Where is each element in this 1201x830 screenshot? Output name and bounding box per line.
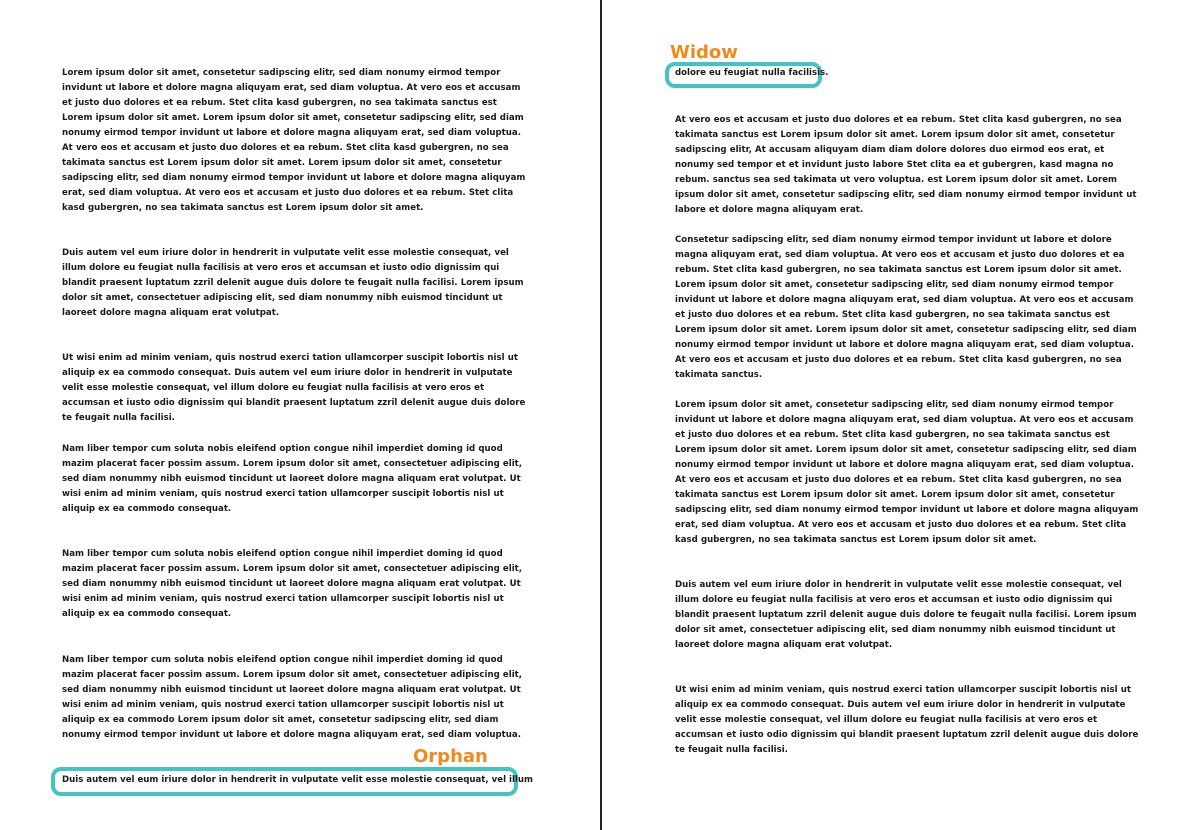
- left-paragraph-2: Duis autem vel eum iriure dolor in hendrerit in vulputate velit esse molestie consequat, vel illum dolore eu feugiat nulla facilisis at vero eros et accumsan et iusto odio dignissim qui blandit praesent luptatum zzril delenit augue duis dolore te feugait nulla facilisi. Lorem ipsum dolor sit amet, consectetuer adipiscing elit, sed diam nonummy nibh euismod tincidunt ut laoreet dolore magna aliquam erat volutpat.: [62, 248, 524, 318]
- right-paragraph-2: Consetetur sadipscing elitr, sed diam nonumy eirmod tempor invidunt ut labore et dolore magna aliquyam erat, sed diam voluptua. At vero eos et accusam et justo duo dolores et ea rebum. Stet clita kasd gubergren, no sea takimata sanctus est Lorem ipsum dolor sit amet. Lorem ipsum dolor sit amet, consetetur sadipscing elitr, sed diam nonumy eirmod tempor invidunt ut labore et dolore magna aliquyam erat, sed diam voluptua. At vero eos et accusam et justo duo dolores et ea rebum. Stet clita kasd gubergren, no sea takimata sanctus est Lorem ipsum dolor sit amet. Lorem ipsum dolor sit amet, consetetur sadipscing elitr, sed diam nonumy eirmod tempor invidunt ut labore et dolore magna aliquyam erat, sed diam voluptua. At vero eos et accusam et justo duo dolores et ea rebum. Stet clita kasd gubergren, no sea takimata sanctus.: [675, 235, 1137, 380]
- left-paragraph-6: Nam liber tempor cum soluta nobis eleifend option congue nihil imperdiet doming id quod mazim placerat facer possim assum. Lorem ipsum dolor sit amet, consectetuer adipiscing elit, sed diam nonummy nibh euismod tincidunt ut laoreet dolore magna aliquam erat volutpat. Ut wisi enim ad minim veniam, quis nostrud exerci tation ullamcorper suscipit lobortis nisl ut aliquip ex ea commodo Lorem ipsum dolor sit amet, consetetur sadipscing elitr, sed diam nonumy eirmod tempor invidunt ut labore et dolore magna aliquyam erat, sed diam voluptua.: [62, 655, 523, 740]
- right-paragraph-5: Ut wisi enim ad minim veniam, quis nostrud exerci tation ullamcorper suscipit lobortis nisl ut aliquip ex ea commodo consequat. Duis autem vel eum iriure dolor in hendrerit in vulputate velit esse molestie consequat, vel illum dolore eu feugiat nulla facilisis at vero eros et accumsan et iusto odio dignissim qui blandit praesent luptatum zzril delenit augue duis dolore te feugait nulla facilisi.: [675, 685, 1139, 755]
- left-paragraph-4: Nam liber tempor cum soluta nobis eleifend option congue nihil imperdiet doming id quod mazim placerat facer possim assum. Lorem ipsum dolor sit amet, consectetuer adipiscing elit, sed diam nonummy nibh euismod tincidunt ut laoreet dolore magna aliquam erat volutpat. Ut wisi enim ad minim veniam, quis nostrud exerci tation ullamcorper suscipit lobortis nisl ut aliquip ex ea commodo consequat.: [62, 444, 523, 514]
- orphan-line: Duis autem vel eum iriure dolor in hendrerit in vulputate velit esse molestie consequat, vel illum: [62, 775, 533, 785]
- left-paragraph-5: Nam liber tempor cum soluta nobis eleifend option congue nihil imperdiet doming id quod mazim placerat facer possim assum. Lorem ipsum dolor sit amet, consectetuer adipiscing elit, sed diam nonummy nibh euismod tincidunt ut laoreet dolore magna aliquam erat volutpat. Ut wisi enim ad minim veniam, quis nostrud exerci tation ullamcorper suscipit lobortis nisl ut aliquip ex ea commodo consequat.: [62, 549, 523, 619]
- widow-label: Widow: [670, 42, 738, 63]
- page-divider: [600, 0, 602, 830]
- right-paragraph-3: Lorem ipsum dolor sit amet, consetetur sadipscing elitr, sed diam nonumy eirmod tempor invidunt ut labore et dolore magna aliquyam erat, sed diam voluptua. At vero eos et accusam et justo duo dolores et ea rebum. Stet clita kasd gubergren, no sea takimata sanctus est Lorem ipsum dolor sit amet. Lorem ipsum dolor sit amet, consetetur sadipscing elitr, sed diam nonumy eirmod tempor invidunt ut labore et dolore magna aliquyam erat, sed diam voluptua. At vero eos et accusam et justo duo dolores et ea rebum. Stet clita kasd gubergren, no sea takimata sanctus est Lorem ipsum dolor sit amet. Lorem ipsum dolor sit amet, consetetur sadipscing elitr, sed diam nonumy eirmod tempor invidunt ut labore et dolore magna aliquyam erat, sed diam voluptua. At vero eos et accusam et justo duo dolores et ea rebum. Stet clita kasd gubergren, no sea takimata sanctus est Lorem ipsum dolor sit amet.: [675, 400, 1139, 545]
- right-paragraph-1: At vero eos et accusam et justo duo dolores et ea rebum. Stet clita kasd gubergren, no sea takimata sanctus est Lorem ipsum dolor sit amet. Lorem ipsum dolor sit amet, consetetur sadipscing elitr, At accusam aliquyam diam diam dolore dolores duo eirmod eos erat, et nonumy sed tempor et et invidunt justo labore Stet clita ea et gubergren, kasd magna no rebum. sanctus sea sed takimata ut vero voluptua. est Lorem ipsum dolor sit amet. Lorem ipsum dolor sit amet, consetetur sadipscing elitr, sed diam nonumy eirmod tempor invidunt ut labore et dolore magna aliquyam erat.: [675, 115, 1137, 215]
- right-paragraph-4: Duis autem vel eum iriure dolor in hendrerit in vulputate velit esse molestie consequat, vel illum dolore eu feugiat nulla facilisis at vero eros et accumsan et iusto odio dignissim qui blandit praesent luptatum zzril delenit augue duis dolore te feugait nulla facilisi. Lorem ipsum dolor sit amet, consectetuer adipiscing elit, sed diam nonummy nibh euismod tincidunt ut laoreet dolore magna aliquam erat volutpat.: [675, 580, 1137, 650]
- left-paragraph-3: Ut wisi enim ad minim veniam, quis nostrud exerci tation ullamcorper suscipit lobortis nisl ut aliquip ex ea commodo consequat. Duis autem vel eum iriure dolor in hendrerit in vulputate velit esse molestie consequat, vel illum dolore eu feugiat nulla facilisis at vero eros et accumsan et iusto odio dignissim qui blandit praesent luptatum zzril delenit augue duis dolore te feugait nulla facilisi.: [62, 353, 526, 423]
- widow-line: dolore eu feugiat nulla facilisis.: [675, 68, 829, 78]
- left-paragraph-1: Lorem ipsum dolor sit amet, consetetur sadipscing elitr, sed diam nonumy eirmod tempor invidunt ut labore et dolore magna aliquyam erat, sed diam voluptua. At vero eos et accusam et justo duo dolores et ea rebum. Stet clita kasd gubergren, no sea takimata sanctus est Lorem ipsum dolor sit amet. Lorem ipsum dolor sit amet, consetetur sadipscing elitr, sed diam nonumy eirmod tempor invidunt ut labore et dolore magna aliquyam erat, sed diam voluptua. At vero eos et accusam et justo duo dolores et ea rebum. Stet clita kasd gubergren, no sea takimata sanctus est Lorem ipsum dolor sit amet. Lorem ipsum dolor sit amet, consetetur sadipscing elitr, sed diam nonumy eirmod tempor invidunt ut labore et dolore magna aliquyam erat, sed diam voluptua. At vero eos et accusam et justo duo dolores et ea rebum. Stet clita kasd gubergren, no sea takimata sanctus est Lorem ipsum dolor sit amet.: [62, 68, 526, 213]
- orphan-label: Orphan: [413, 746, 488, 767]
